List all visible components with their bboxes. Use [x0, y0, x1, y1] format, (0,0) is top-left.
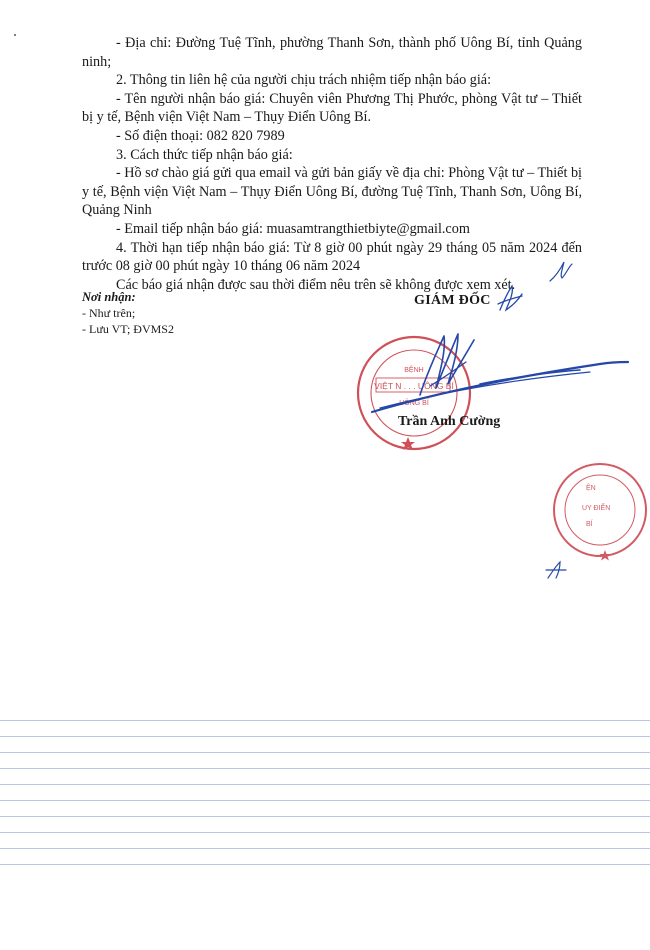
signer-title: GIÁM ĐỐC: [414, 293, 491, 308]
signer-name: Trần Anh Cường: [398, 414, 501, 429]
recipients-label: Nơi nhận:: [82, 290, 136, 304]
recipient-item: - Như trên;: [82, 306, 136, 320]
ruled-lines: [0, 720, 650, 870]
initials-mark: [498, 286, 522, 310]
svg-text:VIỆT N . . . UÔNG BÍ: VIỆT N . . . UÔNG BÍ: [374, 381, 454, 391]
official-seal: [358, 337, 470, 450]
svg-text:BỆNH: BỆNH: [404, 367, 424, 374]
email-line: - Email tiếp nhận báo giá: muasamtrangthietbiyte@gmail.com: [116, 220, 470, 237]
receiver-line: - Tên người nhận báo giá: Chuyên viên Phương Thị Phước, phòng Vật tư – Thiết bị y tế, Bệnh viện Việt Nam – Thụy Điển Uông Bí.: [82, 90, 582, 126]
margin-initial: [546, 562, 566, 578]
svg-text:BÍ: BÍ: [586, 521, 593, 528]
address-line: - Địa chỉ: Đường Tuệ Tĩnh, phường Thanh Sơn, thành phố Uông Bí, tỉnh Quảng ninh;: [82, 35, 582, 70]
section-2-heading: 2. Thông tin liên hệ của người chịu trách nhiệm tiếp nhận báo giá:: [116, 72, 492, 89]
phone-line: - Số điện thoại: 082 820 7989: [116, 127, 285, 144]
partial-seal: [554, 464, 646, 561]
submission-line: - Hồ sơ chào giá gửi qua email và gửi bản giấy về địa chỉ: Phòng Vật tư – Thiết bị y tế, Bệnh viện Việt Nam – Thụy Điển Uông Bí, đường Tuệ Tĩnh, Thanh Sơn, Uông Bí, Quảng Ninh: [82, 165, 582, 219]
late-note: Các báo giá nhận được sau thời điểm nêu trên sẽ không được xem xét.: [116, 276, 516, 293]
svg-text:UÔNG BÍ: UÔNG BÍ: [399, 400, 429, 407]
check-mark: [550, 262, 572, 281]
svg-text:UY ĐIỂN: UY ĐIỂN: [582, 505, 611, 512]
recipient-item: - Lưu VT; ĐVMS2: [82, 322, 174, 336]
svg-text:ỆN: ỆN: [586, 485, 596, 492]
section-3-heading: 3. Cách thức tiếp nhận báo giá:: [116, 146, 293, 163]
deadline-line: 4. Thời hạn tiếp nhận báo giá: Từ 8 giờ 00 phút ngày 29 tháng 05 năm 2024 đến trước 08 giờ 00 phút ngày 10 tháng 06 năm 2024: [82, 239, 582, 275]
